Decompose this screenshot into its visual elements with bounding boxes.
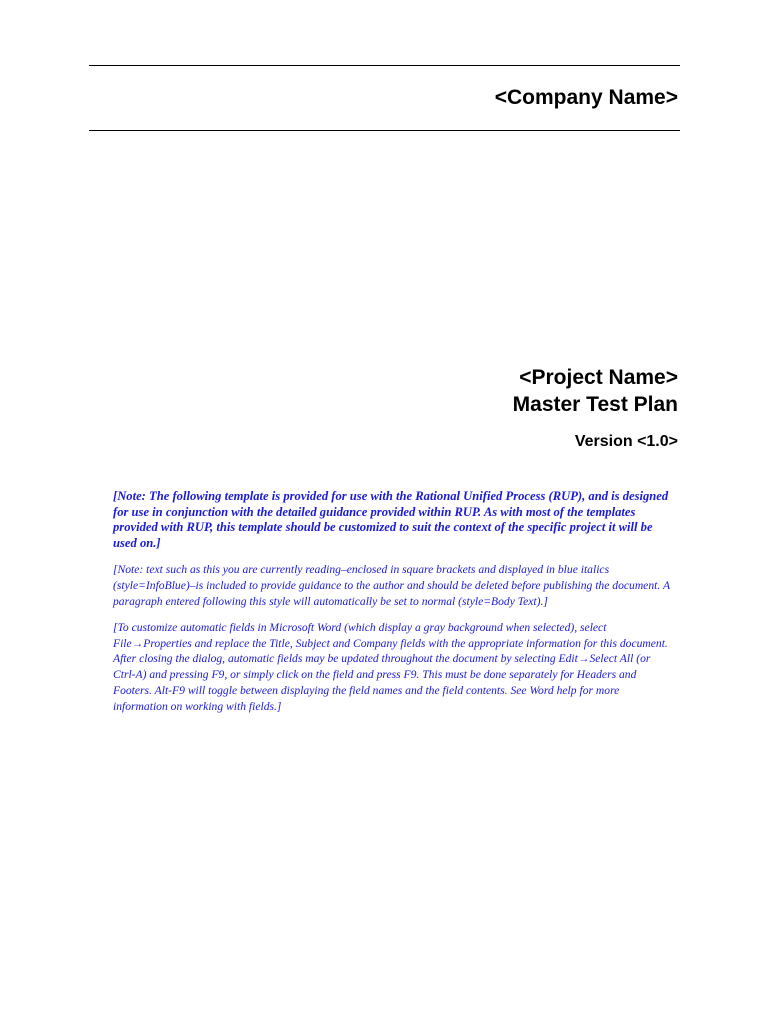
company-name: <Company Name> — [494, 86, 678, 109]
infoblue-note: [Note: text such as this you are currently reading‒enclosed in square brackets and displayed in blue italics (style=InfoBlue)‒is included to provide guidance to the author and should be deleted before publishing the document. A paragraph entered following this style will automatically be set to normal (style=Body Text).] — [113, 563, 670, 608]
document-title: Master Test Plan — [512, 393, 678, 416]
template-note: [Note: The following template is provided for use with the Rational Unified Process (RUP), and is designed for use in conjunction with the detailed guidance provided within RUP. As with most of the templates provided with RUP, this template should be customized to suit the context of the specific project it will be used on.] — [113, 489, 669, 550]
project-name: <Project Name> — [519, 366, 678, 389]
version-label: Version <1.0> — [574, 433, 678, 450]
header-bottom-rule — [89, 130, 680, 131]
fields-note: [To customize automatic fields in Microsoft Word (which display a gray background when selected), select File→Properties and replace the Title, Subject and Company fields with the appropriate information for this document. After closing the dialog, automatic fields may be updated throughout the document by selecting Edit→Select All (or Ctrl-A) and pressing F9, or simply click on the field and press F9. This must be done separately for Headers and Footers. Alt-F9 will toggle between displaying the field names and the field contents. See Word help for more information on working with fields.] — [113, 620, 668, 713]
title-block — [513, 364, 678, 418]
guidance-notes — [113, 489, 675, 725]
header-top-rule — [89, 65, 680, 66]
